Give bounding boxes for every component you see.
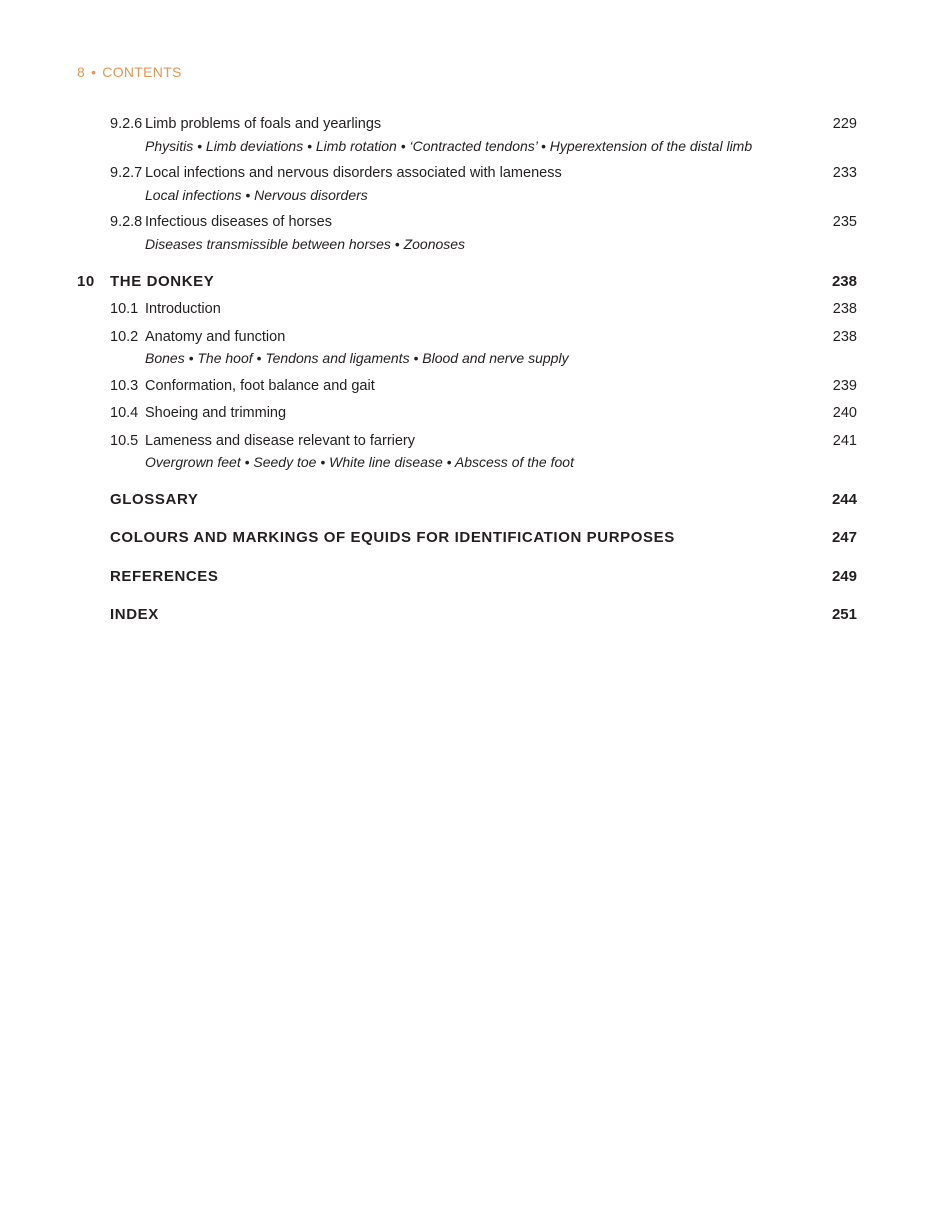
- toc-entry[interactable]: [0, 403, 952, 423]
- toc-entry[interactable]: [0, 327, 952, 347]
- toc-backmatter-colours[interactable]: [0, 528, 952, 548]
- backmatter-title: COLOURS AND MARKINGS OF EQUIDS FOR IDENTIFICATION PURPOSES: [110, 529, 675, 546]
- page-number: 238: [831, 273, 857, 290]
- page-number: 240: [832, 405, 857, 421]
- toc-subtopics: [0, 136, 952, 156]
- page-number: 239: [832, 378, 857, 394]
- backmatter-title: REFERENCES: [110, 568, 219, 585]
- toc-entry[interactable]: [0, 163, 952, 183]
- page-number: 235: [832, 214, 857, 230]
- subtopics-text: Overgrown feet • Seedy toe • White line disease • Abscess of the foot: [145, 454, 574, 470]
- section-title: Lameness and disease relevant to farriery: [145, 433, 416, 449]
- page-number: 249: [831, 568, 857, 585]
- toc-entry[interactable]: [0, 114, 952, 134]
- section-number: 9.2.8: [110, 214, 143, 230]
- section-title: Shoeing and trimming: [145, 405, 287, 421]
- toc-entry[interactable]: [0, 376, 952, 396]
- section-number: 10.1: [110, 301, 139, 317]
- toc-chapter[interactable]: [0, 272, 952, 292]
- page-number: 247: [831, 529, 857, 546]
- subtopics-text: Local infections • Nervous disorders: [145, 187, 368, 203]
- toc-entry[interactable]: [0, 299, 952, 319]
- page-number: 238: [832, 301, 857, 317]
- toc-entry[interactable]: [0, 212, 952, 232]
- subtopics-text: Diseases transmissible between horses • Zoonoses: [145, 236, 466, 252]
- section-number: 10.4: [110, 405, 139, 421]
- page-number: 233: [832, 165, 857, 181]
- section-number: 10.2: [110, 329, 139, 345]
- chapter-number: 10: [77, 273, 95, 290]
- section-number: 10.5: [110, 433, 139, 449]
- section-title: Limb problems of foals and yearlings: [145, 116, 382, 132]
- page-number: 229: [832, 116, 857, 132]
- section-title: Local infections and nervous disorders associated with lameness: [145, 165, 562, 181]
- toc-subtopics: [0, 452, 952, 472]
- backmatter-title: GLOSSARY: [110, 491, 199, 508]
- section-title: Introduction: [145, 301, 221, 317]
- section-number: 10.3: [110, 378, 139, 394]
- section-title: Infectious diseases of horses: [145, 214, 332, 230]
- section-title: Conformation, foot balance and gait: [145, 378, 375, 394]
- toc-subtopics: [0, 348, 952, 368]
- toc-subtopics: [0, 185, 952, 205]
- toc-backmatter-glossary[interactable]: [0, 490, 952, 510]
- toc-backmatter-references[interactable]: [0, 567, 952, 587]
- running-head: [77, 64, 182, 80]
- subtopics-text: Physitis • Limb deviations • Limb rotation • ‘Contracted tendons’ • Hyperextension of the distal limb: [145, 138, 753, 154]
- toc-subtopics: [0, 234, 952, 254]
- section-number: 9.2.6: [110, 116, 143, 132]
- backmatter-title: INDEX: [110, 606, 159, 623]
- page-number: 241: [832, 433, 857, 449]
- page-number: 251: [831, 606, 857, 623]
- section-title: Anatomy and function: [145, 329, 286, 345]
- page-number: 8: [77, 64, 86, 80]
- toc-backmatter-index[interactable]: [0, 605, 952, 625]
- page-number: 238: [832, 329, 857, 345]
- toc-entry[interactable]: [0, 431, 952, 451]
- subtopics-text: Bones • The hoof • Tendons and ligaments • Blood and nerve supply: [145, 350, 569, 366]
- running-head-separator: •: [91, 64, 97, 80]
- section-number: 9.2.7: [110, 165, 143, 181]
- page-number: 244: [831, 491, 857, 508]
- chapter-title: THE DONKEY: [110, 273, 215, 290]
- running-head-section: CONTENTS: [102, 64, 182, 80]
